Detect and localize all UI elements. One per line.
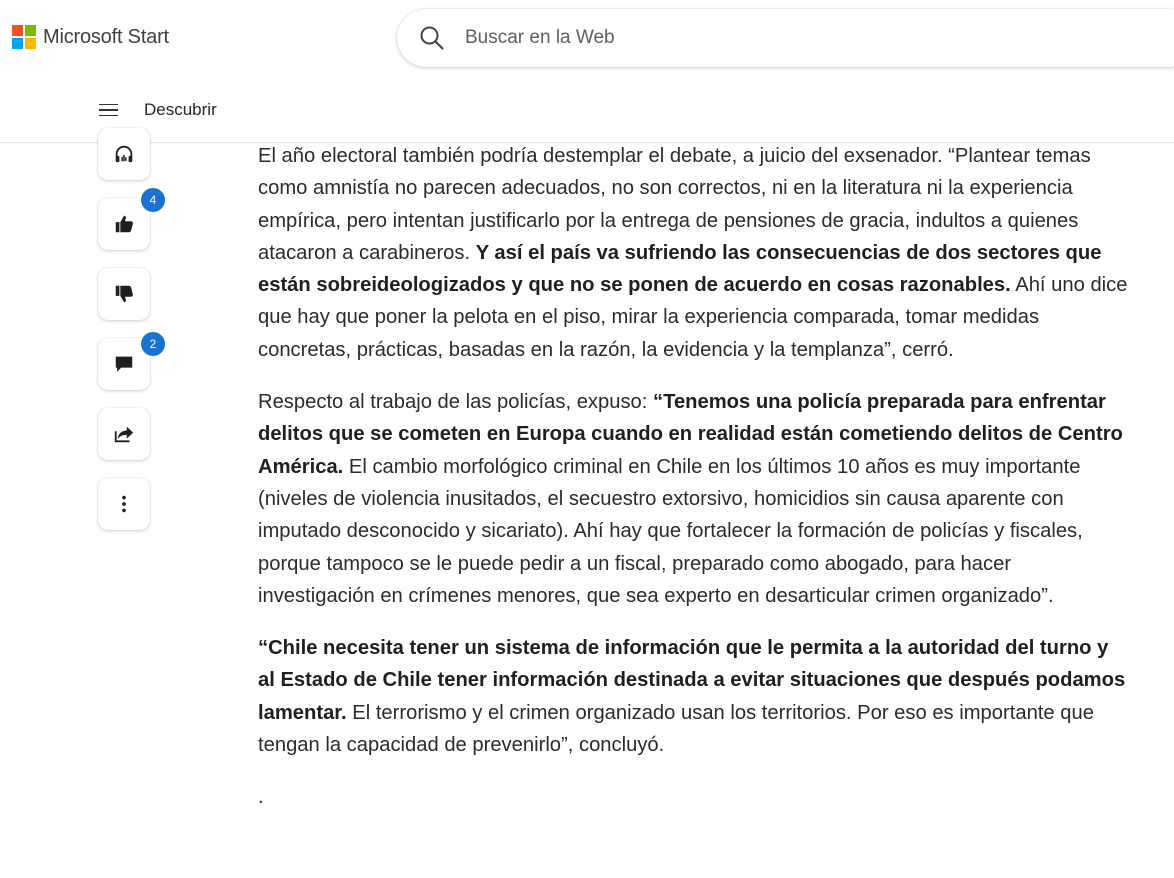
more-vertical-icon [113, 493, 135, 515]
microsoft-logo-icon [12, 25, 36, 49]
top-bar [0, 0, 1174, 78]
secondary-nav [0, 78, 1174, 143]
like-count-badge: 4 [139, 186, 167, 214]
article-paragraph-4: . [258, 786, 264, 809]
more-options-button[interactable] [98, 478, 150, 530]
search-icon[interactable] [419, 25, 445, 51]
comments-count-badge: 2 [139, 330, 167, 358]
hamburger-menu-icon[interactable] [96, 97, 122, 123]
share-icon [113, 423, 135, 445]
search-input[interactable] [465, 23, 1065, 53]
brand-logo-link[interactable] [12, 25, 169, 49]
dislike-button[interactable] [98, 268, 150, 320]
listen-button[interactable] [98, 128, 150, 180]
brand-name: Microsoft Start [43, 25, 169, 48]
article-paragraph-1: El año electoral también podría destemplar el debate, a juicio del exsenador. “Plantear temas como amnistía no parecen adecuados, no son correctos, ni en la literatura ni la experiencia empírica, pero intentan justificarlo por la entrega de pensiones de gracia, indultos a quienes atacaron a carabineros. Y así el país va sufriendo las consecuencias de dos sectores que están sobreideologizados y que no se ponen de acuerdo en cosas razonables. Ahí uno dice que hay que poner la pelota en el piso, mirar la experiencia comparada, tomar medidas concretas, prácticas, basadas en la razón, la evidencia y la templanza”, cerró. [258, 145, 1128, 361]
thumbs-up-icon [113, 213, 135, 235]
article-body [258, 140, 1128, 834]
share-button[interactable] [98, 408, 150, 460]
search-box[interactable] [397, 9, 1174, 67]
article-paragraph-2: Respecto al trabajo de las policías, expuso: “Tenemos una policía preparada para enfrentar delitos que se cometen en Europa cuando en realidad están cometiendo delitos de Centro América. El cambio morfológico criminal en Chile en los últimos 10 años es muy importante (niveles de violencia inusitados, el secuestro extorsivo, homicidios sin causa aparente con imputado desconocido y sicariato). Ahí hay que fortalecer la formación de policías y fiscales, porque tampoco se le puede pedir a un fiscal, preparado como abogado, para hacer investigación en crímenes menores, que sea experto en desarticular crimen organizado”. [258, 391, 1123, 607]
comment-icon [113, 353, 135, 375]
headphones-icon [113, 143, 135, 165]
article-paragraph-3: “Chile necesita tener un sistema de información que le permita a la autoridad del turno y al Estado de Chile tener información destinada a evitar situaciones que después podamos lamentar. El terrorismo y el crimen organizado usan los territorios. Por eso es importante que tengan la capacidad de prevenirlo”, concluyó. [258, 637, 1126, 757]
thumbs-down-icon [113, 283, 135, 305]
discover-link[interactable]: Descubrir [144, 100, 217, 119]
